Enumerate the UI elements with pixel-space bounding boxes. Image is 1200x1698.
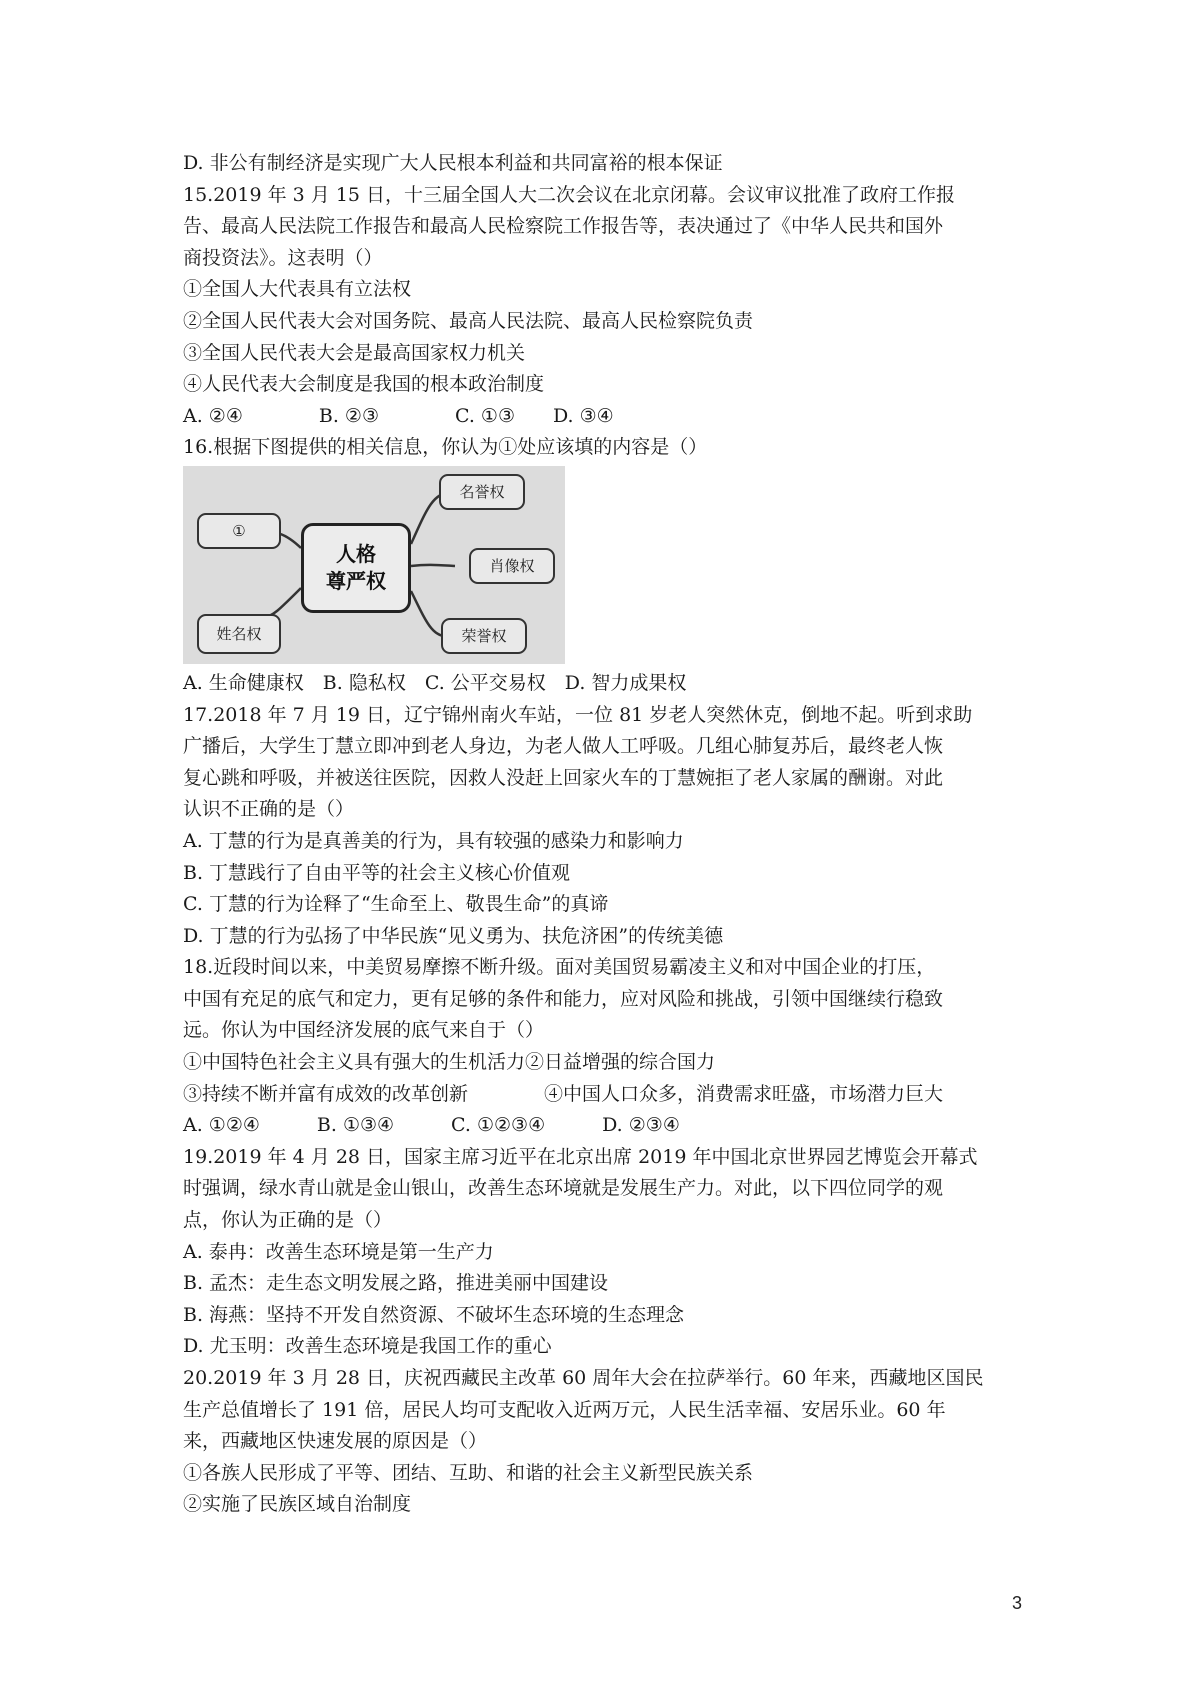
node-reputation-right: 名誉权 (439, 474, 525, 510)
text-line: 认识不正确的是（） (183, 798, 355, 821)
text-line: A. 泰冉：改善生态环境是第一生产力 (183, 1240, 494, 1263)
text-line: 20.2019 年 3 月 28 日，庆祝西藏民主改革 60 周年大会在拉萨举行。60 年来，西藏地区国民 (183, 1367, 984, 1389)
center-label-line2: 尊严权 (326, 568, 386, 593)
node-portrait-right: 肖像权 (469, 548, 555, 584)
text-line: 时强调，绿水青山就是金山银山，改善生态环境就是发展生产力。对此，以下四位同学的观 (183, 1177, 944, 1200)
text-line: 生产总值增长了 191 倍，居民人均可支配收入近两万元，人民生活幸福、安居乐业。60 年 (183, 1398, 946, 1421)
text-line: B. 海燕：坚持不开发自然资源、不破坏生态环境的生态理念 (183, 1303, 685, 1326)
text-line: ①各族人民形成了平等、团结、互助、和谐的社会主义新型民族关系 (183, 1461, 754, 1484)
text-line: ④人民代表大会制度是我国的根本政治制度 (183, 373, 545, 396)
text-line: D. 丁慧的行为弘扬了中华民族“见义勇为、扶危济困”的传统美德 (183, 924, 724, 947)
text-line: A. ②④ B. ②③ C. ①③ D. ③④ (183, 404, 614, 427)
text-line: ③全国人民代表大会是最高国家权力机关 (183, 341, 526, 364)
center-label-line1: 人格 (336, 541, 376, 566)
text-line: A. 丁慧的行为是真善美的行为，具有较强的感染力和影响力 (183, 829, 684, 852)
text-line: 远。你认为中国经济发展的底气来自于（） (183, 1019, 545, 1042)
text-line: 中国有充足的底气和定力，更有足够的条件和能力，应对风险和挑战，引领中国继续行稳致 (183, 987, 944, 1010)
text-line: 复心跳和呼吸，并被送往医院，因救人没赶上回家火车的丁慧婉拒了老人家属的酬谢。对此 (183, 766, 944, 789)
text-line: 17.2018 年 7 月 19 日，辽宁锦州南火车站，一位 81 岁老人突然休克，倒地不起。听到求助 (183, 703, 973, 726)
text-line: C. 丁慧的行为诠释了“生命至上、敬畏生命”的真谛 (183, 893, 609, 916)
text-line: 16.根据下图提供的相关信息，你认为①处应该填的内容是（） (183, 436, 708, 459)
text-line: 告、最高人民法院工作报告和最高人民检察院工作报告等，表决通过了《中华人民共和国外 (183, 215, 944, 238)
node-honor-right: 荣誉权 (441, 618, 527, 654)
text-line: A. 生命健康权 B. 隐私权 C. 公平交易权 D. 智力成果权 (183, 671, 687, 694)
text-line: 点，你认为正确的是（） (183, 1209, 393, 1232)
text-line: B. 孟杰：走生态文明发展之路，推进美丽中国建设 (183, 1272, 609, 1295)
text-line: B. 丁慧践行了自由平等的社会主义核心价值观 (183, 861, 571, 884)
text-block-top (183, 148, 1023, 464)
node-personal-dignity (301, 523, 411, 613)
text-line: ③持续不断并富有成效的改革创新 ④中国人口众多，消费需求旺盛，市场潜力巨大 (183, 1082, 944, 1105)
text-line: ②全国人民代表大会对国务院、最高人民法院、最高人民检察院负责 (183, 309, 754, 332)
text-line: ①中国特色社会主义具有强大的生机活力②日益增强的综合国力 (183, 1051, 716, 1074)
text-line: A. ①②④ B. ①③④ C. ①②③④ D. ②③④ (183, 1114, 680, 1137)
text-block-bottom (183, 668, 1023, 1521)
node-blank-1: ① (197, 513, 281, 549)
text-line: D. 非公有制经济是实现广大人民根本利益和共同富裕的根本保证 (183, 152, 723, 174)
text-line: 广播后，大学生丁慧立即冲到老人身边，为老人做人工呼吸。几组心肺复苏后，最终老人恢 (183, 735, 944, 758)
mind-map-diagram (183, 466, 565, 664)
page-number: 3 (1012, 1593, 1023, 1613)
node-name-right: 姓名权 (197, 614, 281, 654)
text-line: 19.2019 年 4 月 28 日，国家主席习近平在北京出席 2019 年中国北京世界园艺博览会开幕式 (183, 1145, 978, 1168)
text-line: 来，西藏地区快速发展的原因是（） (183, 1430, 488, 1453)
text-line: ①全国人大代表具有立法权 (183, 278, 412, 301)
text-line: 商投资法》。这表明（） (183, 246, 383, 269)
text-line: D. 尤玉明：改善生态环境是我国工作的重心 (183, 1335, 552, 1358)
text-line: 18.近段时间以来，中美贸易摩擦不断升级。面对美国贸易霸凌主义和对中国企业的打压， (183, 956, 936, 979)
text-line: 15.2019 年 3 月 15 日，十三届全国人大二次会议在北京闭幕。会议审议批准了政府工作报 (183, 183, 956, 206)
text-line: ②实施了民族区域自治制度 (183, 1493, 412, 1516)
page-content (183, 148, 1023, 1521)
